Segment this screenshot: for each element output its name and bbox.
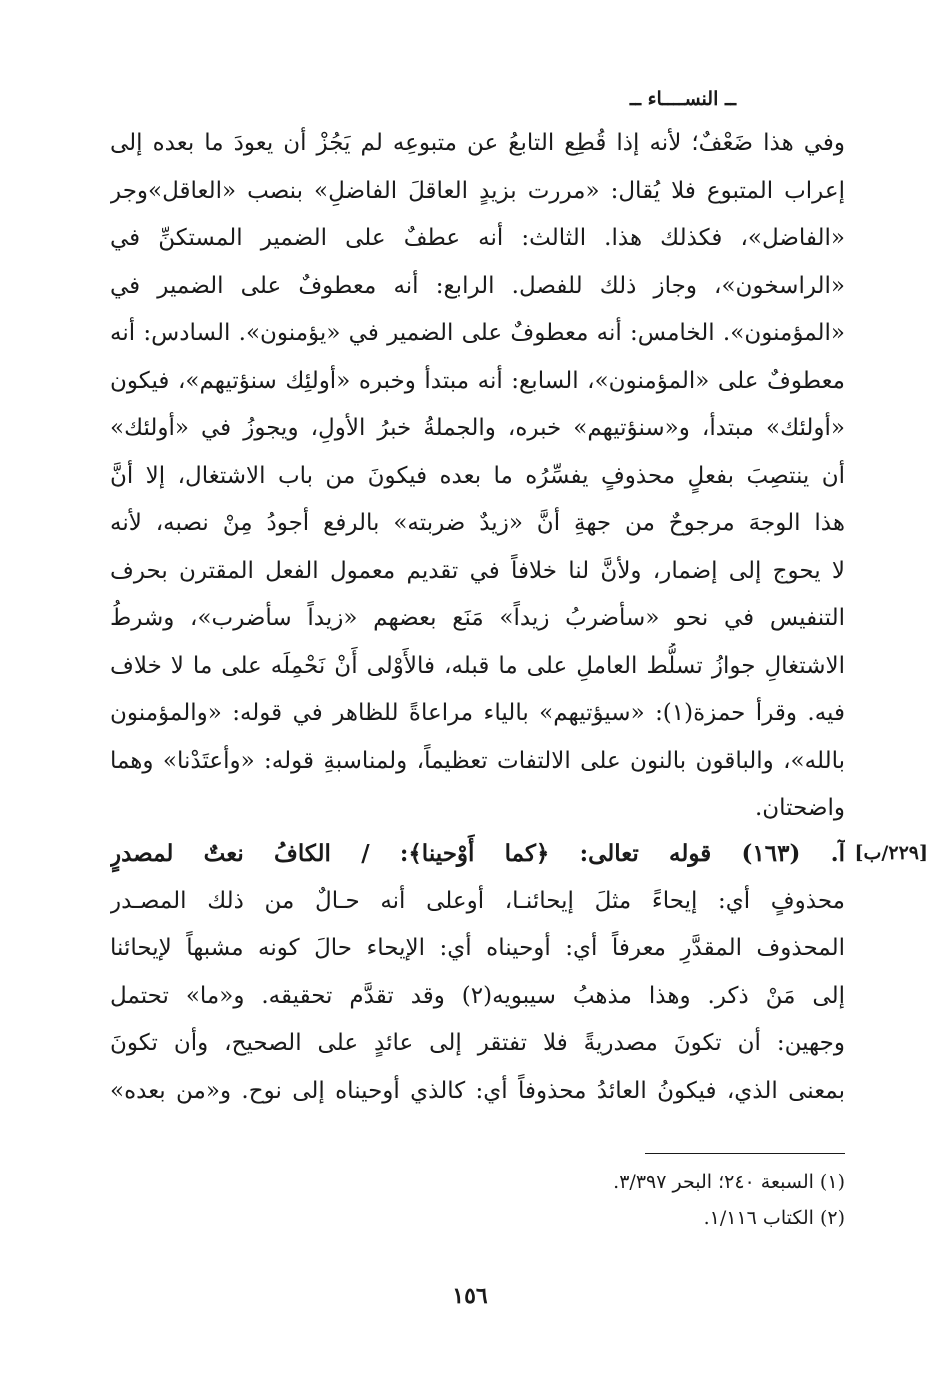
- page-header: ــ النســــاء ــ: [629, 88, 737, 110]
- text-line: «الفاضل»، فكذلك هذا. الثالث: أنه عطفٌ على الضمير المستكنِّ في: [110, 225, 845, 251]
- footnote: (١) السبعة ٢٤٠؛ البحر ٣/٣٩٧.: [613, 1171, 845, 1193]
- text-line: التنفيس في نحو «سأضربُ زيداً» مَنَع بعضهم «زيداً سأضرب»، وشرطُ: [110, 605, 845, 631]
- page-number: ١٥٦: [452, 1283, 488, 1309]
- text-line: «الراسخون»، وجاز ذلك للفصل. الرابع: أنه معطوفٌ على الضمير في: [110, 272, 845, 299]
- section-heading-line: آ. (١٦٣) قوله تعالى: ﴿كما أَوْحينا﴾: / الكافُ نعتٌ لمصدرٍ: [110, 840, 845, 867]
- footnote-separator: [645, 1153, 845, 1154]
- text-line: المحذوف المقدَّرِ معرفاً أي: أوحيناه أي: الإيحاء حالَ كونه مشبهاً لإيحائنا: [110, 935, 845, 961]
- text-line: لا يحوج إلى إضمار، ولأنَّ لنا خلافاً في تقديم معمول الفعل المقترن بحرف: [110, 557, 845, 584]
- text-line: «أولئك» مبتدأ، و«سنؤتيهم» خبره، والجملةُ خبرُ الأولِ، ويجوزُ في «أولئك»: [110, 415, 845, 441]
- text-line: واضحتان.: [754, 795, 845, 821]
- text-line: «المؤمنون». الخامس: أنه معطوفٌ على الضمير في «يؤمنون». السادس: أنه: [110, 320, 845, 346]
- text-line: إلى مَنْ ذكر. وهذا مذهبُ سيبويه(٢) وقد تقدَّم تحقيقه. و«ما» تحتمل: [110, 982, 845, 1009]
- text-line: بالله»، والباقون بالنون على الالتفات تعظيماً، ولمناسبةِ قوله: «وأعتَدْنا» وهما: [110, 747, 845, 774]
- text-line: معطوفٌ على «المؤمنون»، السابع: أنه مبتدأ وخبره «أولئِك سنؤتيهم»، فيكون: [110, 367, 845, 394]
- footnote: (٢) الكتاب ١/١١٦.: [703, 1207, 845, 1229]
- text-line: أن ينتصِبَ بفعلٍ محذوفٍ يفسِّرُه ما بعده فيكونَ من باب الاشتغال، إلا أنَّ: [110, 462, 845, 489]
- section-text-block: [110, 830, 845, 1115]
- text-line: وفي هذا ضَعْفٌ؛ لأنه إذا قُطِع التابعُ عن متبوعِه لم يَجُزْ أن يعودَ ما بعده إلى: [110, 130, 845, 156]
- footnotes: [400, 1164, 845, 1236]
- margin-manuscript-ref: [٢٢٩/ب]: [854, 842, 928, 864]
- text-line: هذا الوجهَ مرجوحٌ من جهةِ أنَّ «زيدٌ ضربته» بالرفع أجودُ مِنْ نصبه، لأنه: [110, 510, 845, 536]
- text-line: فيه. وقرأ حمزة(١): «سيؤتيهم» بالياء مراعاةً للظاهر في قوله: «والمؤمنون: [110, 700, 845, 726]
- text-line: وجهين: أن تكونَ مصدريةً فلا تفتقر إلى عائدٍ على الصحيح، وأن تكونَ: [110, 1030, 845, 1056]
- text-line: محذوفٍ أي: إيحاءً مثلَ إيحائنـا، أوعلى أنه حـالٌ من ذلك المصـدر: [110, 887, 845, 914]
- text-line: إعراب المتبوع فلا يُقال: «مررت بزيدٍ العاقلَ الفاضلِ» بنصب «العاقل»وجر: [110, 177, 845, 204]
- main-text-block: [110, 120, 845, 833]
- text-line: بمعنى الذي، فيكونُ العائدُ محذوفاً أي: كالذي أوحيناه إلى نوح. و«من بعده»: [110, 1077, 845, 1104]
- text-line: الاشتغالِ جوازُ تسلُّط العاملِ على ما قبله، فالأَوْلى أَنْ نَحْمِلَه على ما لا خلاف: [110, 652, 845, 679]
